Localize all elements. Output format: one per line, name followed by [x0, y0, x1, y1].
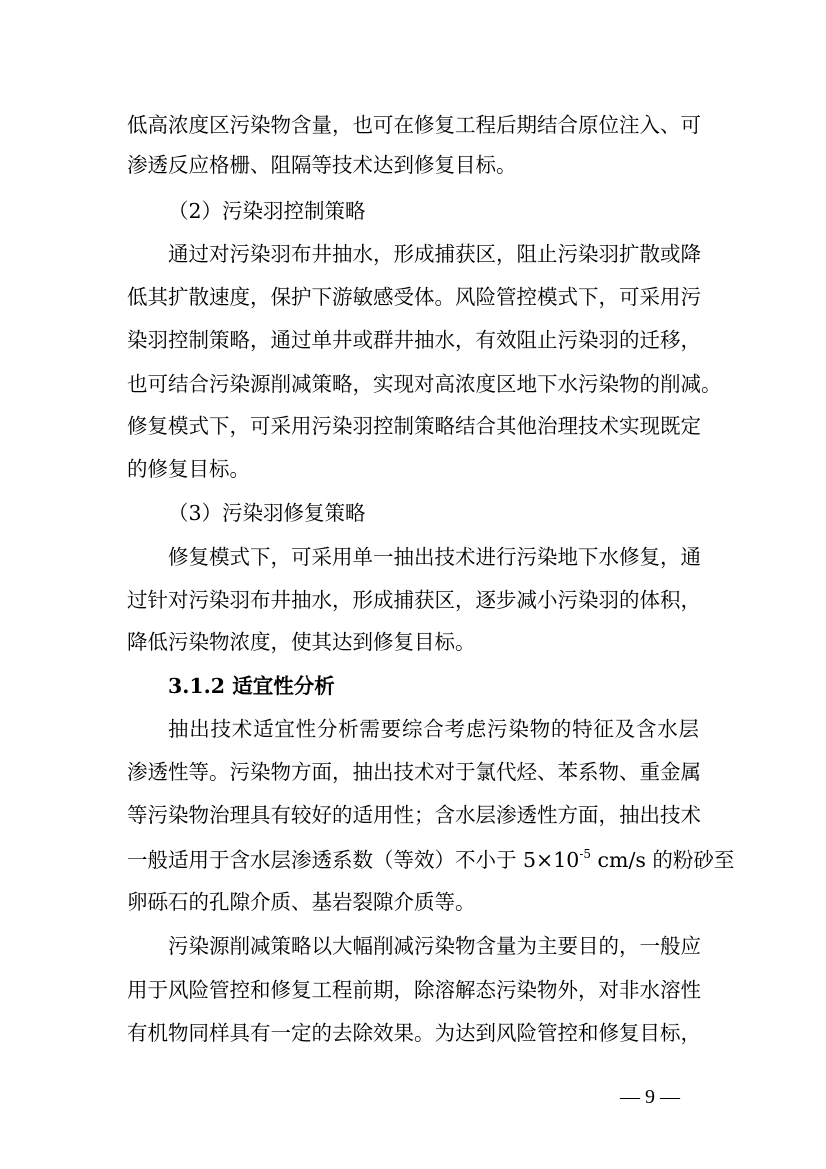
text-line: 染羽控制策略，通过单井或群井抽水，有效阻止污染羽的迁移，	[127, 328, 701, 352]
page-number: — 9 —	[620, 1086, 680, 1108]
subsection-heading: （2）污染羽控制策略	[168, 199, 366, 223]
text-line: 有机物同样具有一定的去除效果。为达到风险管控和修复目标，	[127, 1021, 701, 1045]
text-line: 等污染物治理具有较好的适用性；含水层渗透性方面，抽出技术	[127, 803, 701, 827]
text-line: 抽出技术适宜性分析需要综合考虑污染物的特征及含水层	[168, 717, 699, 741]
text-segment: cm/s 的粉砂至	[591, 848, 735, 872]
text-line: 也可结合污染源削减策略，实现对高浓度区地下水污染物的削减。	[127, 372, 722, 396]
text-line: 污染源削减策略以大幅削减污染物含量为主要目的，一般应	[168, 934, 701, 958]
subsection-heading: （3）污染羽修复策略	[168, 501, 366, 525]
text-line: 的修复目标。	[127, 457, 250, 481]
text-line: 过针对污染羽布井抽水，形成捕获区，逐步减小污染羽的体积，	[127, 588, 701, 612]
text-line: 通过对污染羽布井抽水，形成捕获区，阻止污染羽扩散或降	[168, 242, 701, 266]
text-line: 低其扩散速度，保护下游敏感受体。风险管控模式下，可采用污	[127, 285, 701, 309]
text-line: 渗透反应格栅、阻隔等技术达到修复目标。	[127, 153, 517, 177]
section-heading: 3.1.2 适宜性分析	[168, 674, 335, 698]
superscript-exponent: -5	[579, 847, 592, 861]
text-line: 降低污染物浓度，使其达到修复目标。	[127, 630, 476, 654]
text-line: 渗透性等。污染物方面，抽出技术对于氯代烃、苯系物、重金属	[127, 760, 701, 784]
text-line: 低高浓度区污染物含量，也可在修复工程后期结合原位注入、可	[127, 113, 701, 137]
text-line: 修复模式下，可采用污染羽控制策略结合其他治理技术实现既定	[127, 414, 701, 438]
text-line: 卵砾石的孔隙介质、基岩裂隙介质等。	[127, 890, 476, 914]
text-line: 用于风险管控和修复工程前期，除溶解态污染物外，对非水溶性	[127, 978, 701, 1002]
text-line	[127, 840, 735, 880]
text-segment: 一般适用于含水层渗透系数（等效）不小于 5×10	[127, 848, 580, 872]
text-line: 修复模式下，可采用单一抽出技术进行污染地下水修复，通	[168, 545, 701, 569]
